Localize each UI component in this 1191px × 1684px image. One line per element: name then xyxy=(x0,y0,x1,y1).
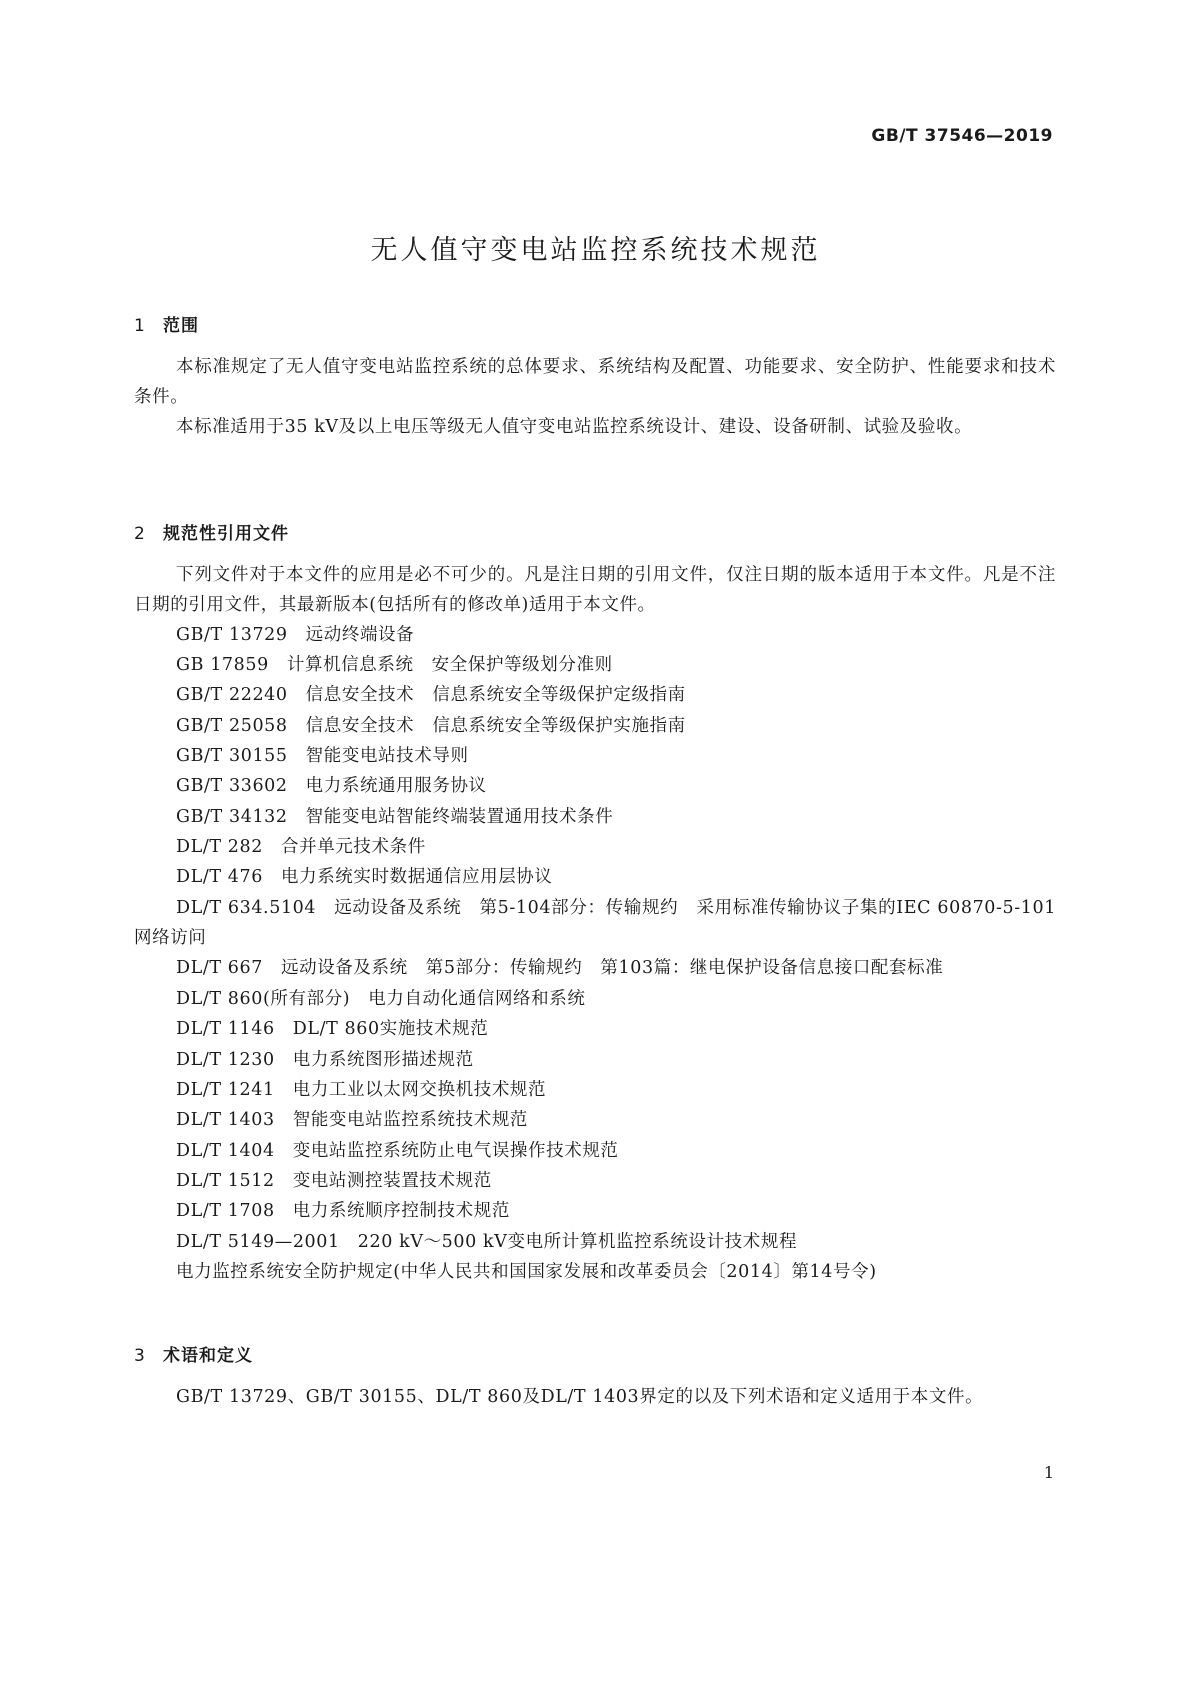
reference-item xyxy=(176,984,585,1014)
reference-code: GB/T 25058 xyxy=(176,716,288,736)
reference-code: DL/T 5149—2001 xyxy=(176,1232,340,1252)
reference-item xyxy=(176,832,426,862)
reference-title: 合并单元技术条件 xyxy=(281,837,426,857)
reference-item xyxy=(134,893,1075,953)
reference-item xyxy=(176,1166,492,1196)
page-number: 1 xyxy=(1043,1463,1054,1482)
section-title: 术语和定义 xyxy=(163,1346,253,1366)
reference-title: 远动设备及系统 第5部分：传输规约 第103篇：继电保护设备信息接口配套标准 xyxy=(281,958,944,978)
reference-title: 智能变电站智能终端装置通用技术条件 xyxy=(305,807,614,827)
reference-item xyxy=(176,1045,474,1075)
reference-item xyxy=(176,711,686,741)
reference-item xyxy=(176,741,469,771)
section-number: 3 xyxy=(134,1346,146,1366)
reference-title: 电力系统通用服务协议 xyxy=(305,776,487,796)
reference-code: DL/T 282 xyxy=(176,837,263,857)
reference-item xyxy=(176,953,943,983)
reference-code: GB 17859 xyxy=(176,655,269,675)
section-title: 范围 xyxy=(163,316,199,336)
reference-item xyxy=(176,1196,510,1226)
section-title: 规范性引用文件 xyxy=(163,524,289,544)
reference-title: 信息安全技术 信息系统安全等级保护定级指南 xyxy=(305,685,686,705)
document-title: 无人值守变电站监控系统技术规范 xyxy=(370,235,821,266)
reference-code: DL/T 476 xyxy=(176,867,263,887)
reference-code: DL/T 1403 xyxy=(176,1110,275,1130)
reference-title: 信息安全技术 信息系统安全等级保护实施指南 xyxy=(305,716,686,736)
reference-code: DL/T 860(所有部分) xyxy=(176,989,351,1009)
reference-code: DL/T 1512 xyxy=(176,1171,275,1191)
reference-title: 远动设备及系统 第5-104部分：传输规约 采用标准传输协议子集的IEC 60870-5-101 网络访问 xyxy=(134,898,1075,948)
reference-item xyxy=(176,1105,528,1135)
reference-item xyxy=(176,1227,797,1257)
reference-title: 220 kV～500 kV变电所计算机监控系统设计技术规程 xyxy=(357,1232,798,1252)
reference-item xyxy=(176,1014,488,1044)
reference-title: 电力系统图形描述规范 xyxy=(292,1050,474,1070)
reference-code: DL/T 1708 xyxy=(176,1201,275,1221)
reference-title: 远动终端设备 xyxy=(305,625,415,645)
reference-code: DL/T 1146 xyxy=(176,1019,275,1039)
reference-code: GB/T 34132 xyxy=(176,807,288,827)
reference-code: DL/T 1241 xyxy=(176,1080,275,1100)
standard-number: GB/T 37546—2019 xyxy=(871,126,1053,146)
reference-item xyxy=(176,862,553,892)
paragraph: 本标准规定了无人值守变电站监控系统的总体要求、系统结构及配置、功能要求、安全防护、性能要求和技术条件。 xyxy=(134,357,1056,407)
reference-title: 计算机信息系统 安全保护等级划分准则 xyxy=(286,655,613,675)
section-3-heading xyxy=(134,1341,253,1366)
reference-code: DL/T 1404 xyxy=(176,1141,275,1161)
reference-title: 变电站测控装置技术规范 xyxy=(292,1171,492,1191)
reference-item xyxy=(176,1257,877,1287)
paragraph: GB/T 13729、GB/T 30155、DL/T 860及DL/T 1403界定的以及下列术语和定义适用于本文件。 xyxy=(176,1387,984,1407)
reference-item xyxy=(176,650,613,680)
reference-code: GB/T 33602 xyxy=(176,776,288,796)
reference-item xyxy=(176,680,686,710)
reference-title: 智能变电站技术导则 xyxy=(305,746,469,766)
reference-item xyxy=(176,1075,546,1105)
section-2-heading xyxy=(134,519,289,544)
reference-item xyxy=(176,802,613,832)
paragraph: 下列文件对于本文件的应用是必不可少的。凡是注日期的引用文件，仅注日期的版本适用于本文件。凡是不注日期的引用文件，其最新版本(包括所有的修改单)适用于本文件。 xyxy=(134,565,1056,615)
reference-code: GB/T 22240 xyxy=(176,685,288,705)
section-number: 1 xyxy=(134,316,146,336)
reference-code: DL/T 1230 xyxy=(176,1050,275,1070)
reference-title: 电力监控系统安全防护规定(中华人民共和国国家发展和改革委员会〔2014〕第14号令) xyxy=(176,1262,877,1282)
reference-code: DL/T 667 xyxy=(176,958,263,978)
reference-code: GB/T 13729 xyxy=(176,625,288,645)
reference-title: 电力自动化通信网络和系统 xyxy=(368,989,586,1009)
section-1-heading xyxy=(134,311,199,336)
reference-code: GB/T 30155 xyxy=(176,746,288,766)
section-number: 2 xyxy=(134,524,146,544)
reference-title: 电力系统顺序控制技术规范 xyxy=(292,1201,510,1221)
reference-title: 电力系统实时数据通信应用层协议 xyxy=(281,867,553,887)
reference-title: DL/T 860实施技术规范 xyxy=(292,1019,489,1039)
reference-item xyxy=(176,771,487,801)
reference-title: 变电站监控系统防止电气误操作技术规范 xyxy=(292,1141,619,1161)
reference-item xyxy=(176,620,414,650)
reference-code: DL/T 634.5104 xyxy=(176,898,317,918)
reference-item xyxy=(176,1136,619,1166)
paragraph: 本标准适用于35 kV及以上电压等级无人值守变电站监控系统设计、建设、设备研制、试验及验收。 xyxy=(176,417,973,437)
reference-title: 电力工业以太网交换机技术规范 xyxy=(292,1080,547,1100)
reference-title: 智能变电站监控系统技术规范 xyxy=(292,1110,529,1130)
